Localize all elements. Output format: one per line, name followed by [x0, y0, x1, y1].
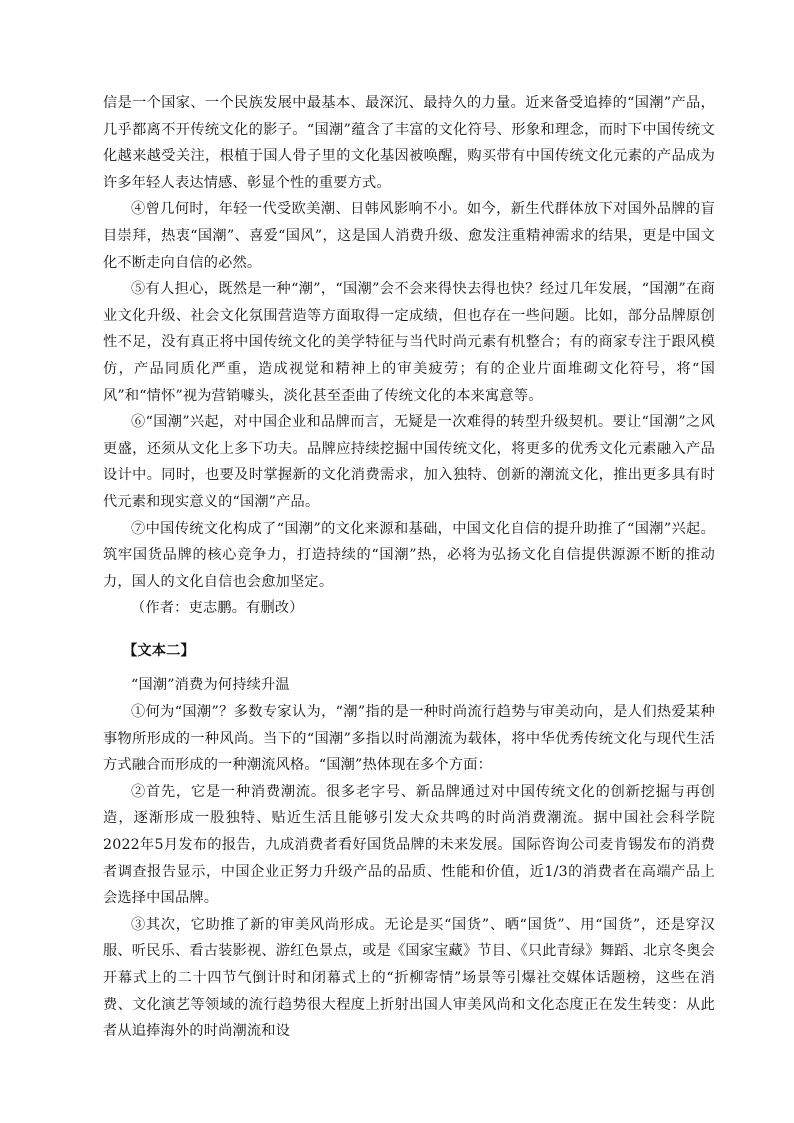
- paragraph-continued: 信是一个国家、一个民族发展中最基本、最深沉、最持久的力量。近来备受追捧的“国潮”产品，几乎都离不开传统文化的影子。“国潮”蕴含了丰富的文化符号、形象和理念，而时下中国传统文化越来越受关注，根植于国人骨子里的文化基因被唤醒，购买带有中国传统文化元素的产品成为许多年轻人表达情感、彰显个性的重要方式。: [103, 95, 715, 191]
- spacer: [103, 664, 715, 672]
- paragraph-7: ⑦中国传统文化构成了“国潮”的文化来源和基础，中国文化自信的提升助推了“国潮”兴起。筑牢国货品牌的核心竞争力，打造持续的“国潮”热，必将为弘扬文化自信提供源源不断的推动力，国人的文化自信也会愈加坚定。: [103, 520, 715, 590]
- section-label: 【文本二】: [123, 642, 195, 659]
- spacer: [103, 622, 715, 638]
- paragraph-b3: ③其次，它助推了新的审美风尚形成。无论是买“国货”、晒“国货”、用“国货”，还是穿汉服、听民乐、看古装影视、游红色景点，或是《国家宝藏》节目、《只此青绿》舞蹈、北京冬奥会开幕式上的二十四节气倒计时和闭幕式上的“折柳寄情”场景等引爆社交媒体话题榜，这些在消费、文化演艺等领域的流行趋势很大程度上折射出国人审美风尚和文化态度正在发生转变：从此者从追捧海外的时尚潮流和设: [103, 916, 715, 1040]
- paragraph-b2: ②首先，它是一种消费潮流。很多老字号、新品牌通过对中国传统文化的创新挖掘与再创造，逐渐形成一股独特、贴近生活且能够引发大众共鸣的时尚消费潮流。据中国社会科学院2022年5月发布的报告，九成消费者看好国货品牌的未来发展。国际咨询公司麦肯锡发布的消费者调查报告显示，中国企业正努力升级产品的品质、性能和价值，近1/3的消费者在高端产品上会选择中国品牌。: [103, 783, 715, 907]
- author-note: （作者：吏志鹏。有删改）: [131, 600, 304, 617]
- paragraph-b1: ①何为“国潮”？多数专家认为，“潮”指的是一种时尚流行趋势与审美动向，是人们热爱某种事物所形成的一种风尚。当下的“国潮”多指以时尚潮流为载体，将中华优秀传统文化与现代生活方式融合而形成的一种潮流风格。“国潮”热体现在多个方面：: [103, 704, 715, 774]
- paragraph-4: ④曾几何时，年轻一代受欧美潮、日韩风影响不小。如今，新生代群体放下对国外品牌的盲目崇拜，热衷“国潮”、喜爱“国风”，这是国人消费升级、愈发注重精神需求的结果，更是中国文化不断走向自信的必然。: [103, 201, 715, 271]
- document-body: [103, 90, 715, 1045]
- article-title: “国潮”消费为何持续升温: [131, 677, 290, 694]
- paragraph-5: ⑤有人担心，既然是一种“潮”，“国潮”会不会来得快去得也快？经过几年发展，“国潮”在商业文化升级、社会文化氛围营造等方面取得一定成绩，但也存在一些问题。比如，部分品牌原创性不足，没有真正将中国传统文化的美学特征与当代时尚元素有机整合；有的商家专注于跟风模仿，产品同质化严重，造成视觉和精神上的审美疲劳；有的企业片面堆砌文化符号，将“国风”和“情怀”视为营销噱头，淡化甚至歪曲了传统文化的本来寓意等。: [103, 281, 715, 404]
- paragraph-6: ⑥“国潮”兴起，对中国企业和品牌而言，无疑是一次难得的转型升级契机。要让“国潮”之风更盛，还须从文化上多下功夫。品牌应持续挖掘中国传统文化，将更多的优秀文化元素融入产品设计中。同时，也要及时掌握新的文化消费需求，加入独特、创新的潮流文化，推出更多具有时代元素和现实意义的“国潮”产品。: [103, 414, 715, 510]
